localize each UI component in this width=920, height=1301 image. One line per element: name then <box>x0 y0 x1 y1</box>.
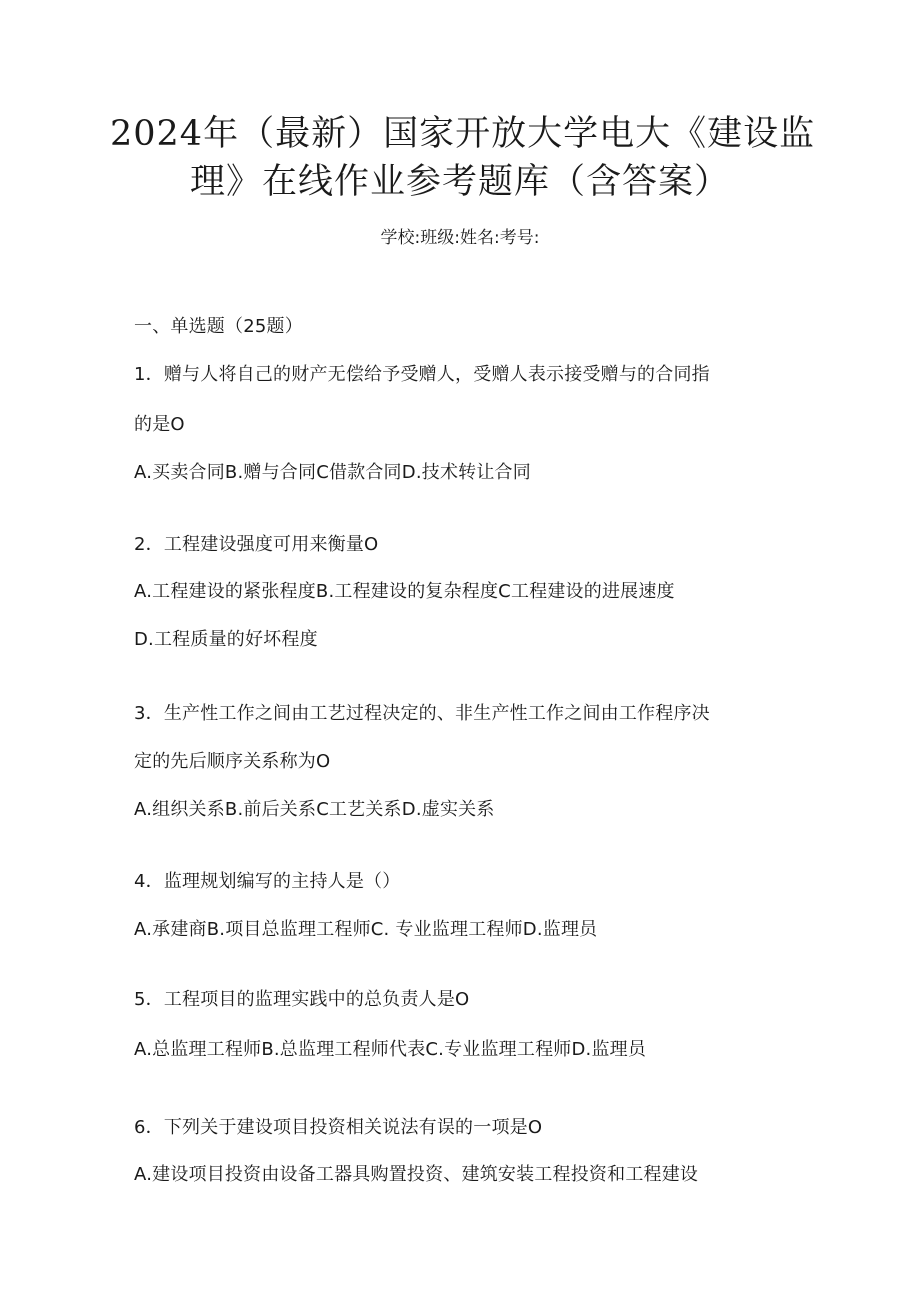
question-1-stem-cont: 的是O <box>134 414 185 435</box>
question-3-stem-cont: 定的先后顺序关系称为O <box>134 751 331 772</box>
document-title-line-1: 2024年（最新）国家开放大学电大《建设监 <box>110 114 816 154</box>
question-2-options-cont: D.工程质量的好坏程度 <box>134 629 318 650</box>
document-title-line-2: 理》在线作业参考题库（含答案） <box>189 162 730 202</box>
question-1-stem: 1．赠与人将自己的财产无偿给予受赠人，受赠人表示接受赠与的合同指 <box>134 364 710 385</box>
question-2-options: A.工程建设的紧张程度B.工程建设的复杂程度C工程建设的进展速度 <box>134 581 675 602</box>
question-1-options: A.买卖合同B.赠与合同C借款合同D.技术转让合同 <box>134 462 531 483</box>
question-5-stem: 5．工程项目的监理实践中的总负责人是O <box>134 989 470 1010</box>
question-3-options: A.组织关系B.前后关系C工艺关系D.虚实关系 <box>134 799 495 820</box>
question-4-stem: 4．监理规划编写的主持人是（） <box>134 871 401 892</box>
question-6-options: A.建设项目投资由设备工器具购置投资、建筑安装工程投资和工程建设 <box>134 1164 699 1185</box>
section-heading: 一、单选题（25题） <box>134 316 303 337</box>
student-info-line: 学校:班级:姓名:考号: <box>380 228 540 248</box>
question-4-options: A.承建商B.项目总监理工程师C. 专业监理工程师D.监理员 <box>134 919 598 940</box>
question-5-options: A.总监理工程师B.总监理工程师代表C.专业监理工程师D.监理员 <box>134 1039 647 1060</box>
question-3-stem: 3．生产性工作之间由工艺过程决定的、非生产性工作之间由工作程序决 <box>134 703 710 724</box>
question-2-stem: 2．工程建设强度可用来衡量O <box>134 534 379 555</box>
question-6-stem: 6．下列关于建设项目投资相关说法有误的一项是O <box>134 1117 543 1138</box>
